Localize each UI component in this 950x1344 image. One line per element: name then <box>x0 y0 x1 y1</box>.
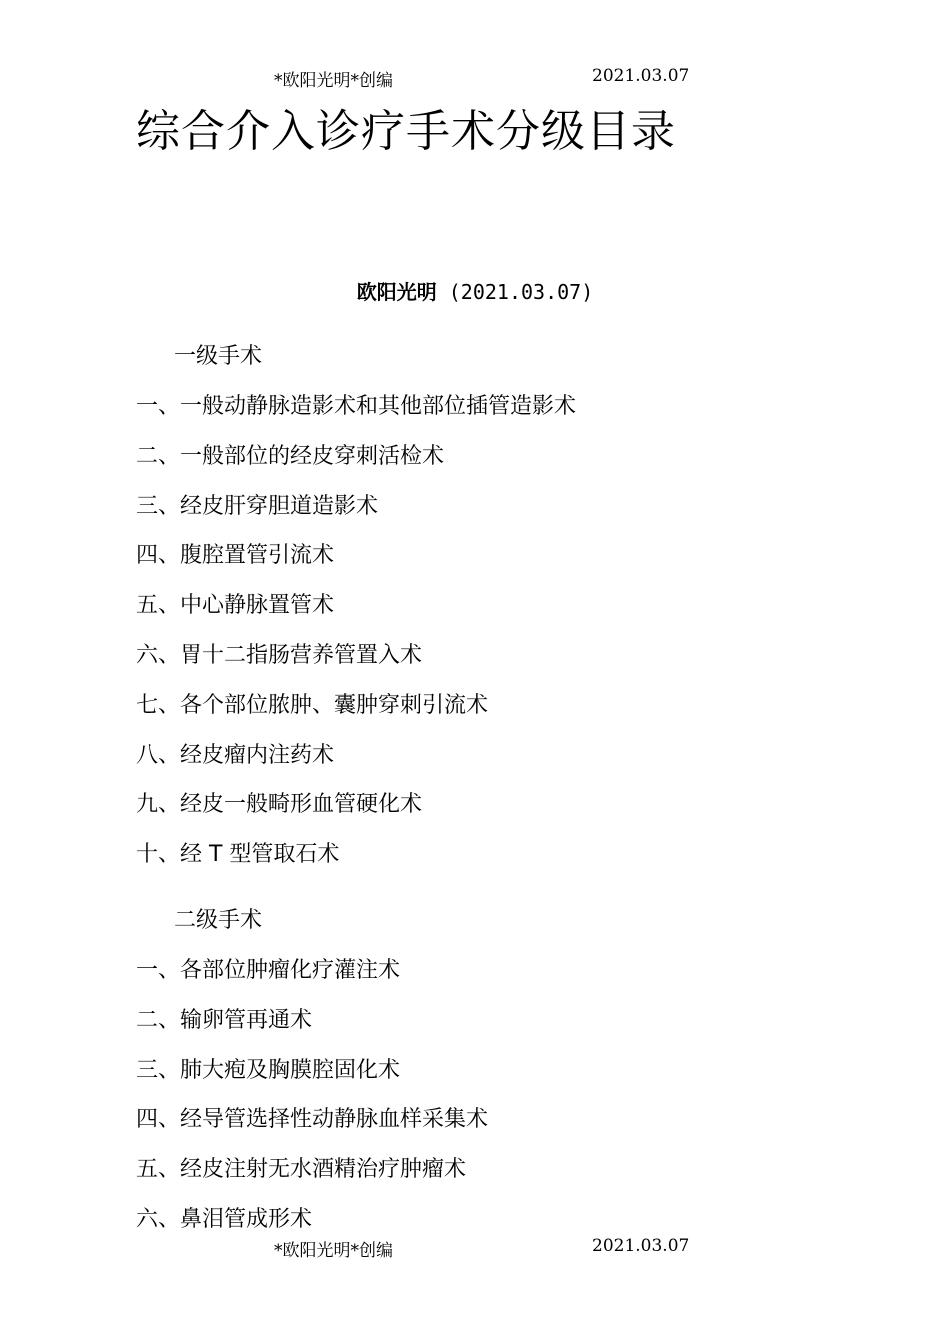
list-item: 四、腹腔置管引流术 <box>136 543 335 568</box>
list-item: 八、经皮瘤内注药术 <box>136 743 335 768</box>
list-item: 三、经皮肝穿胆道造影术 <box>136 494 379 519</box>
section-heading: 二级手术 <box>174 908 263 933</box>
page-footer <box>0 1236 950 1260</box>
list-item: 一、各部位肿瘤化疗灌注术 <box>136 958 401 983</box>
byline-date: (2021.03.07) <box>448 280 594 304</box>
list-item: 七、各个部位脓肿、囊肿穿刺引流术 <box>136 693 489 718</box>
header-date: 2021.03.07 <box>592 66 690 86</box>
list-item: 四、经导管选择性动静脉血样采集术 <box>136 1107 489 1132</box>
byline <box>0 276 950 305</box>
list-item: 十、经 T 型管取石术 <box>136 842 340 867</box>
list-item: 五、中心静脉置管术 <box>136 593 335 618</box>
list-item: 六、胃十二指肠营养管置入术 <box>136 643 423 668</box>
list-item: 六、鼻泪管成形术 <box>136 1207 313 1232</box>
header-author: *欧阳光明*创编 <box>274 71 393 91</box>
list-item: 三、肺大疱及胸膜腔固化术 <box>136 1058 401 1083</box>
list-item: 二、输卵管再通术 <box>136 1008 313 1033</box>
list-item: 二、一般部位的经皮穿刺活检术 <box>136 444 445 469</box>
document-title: 综合介入诊疗手术分级目录 <box>136 106 676 157</box>
list-item: 一、一般动静脉造影术和其他部位插管造影术 <box>136 394 577 419</box>
section-heading: 一级手术 <box>174 344 263 369</box>
list-item: 九、经皮一般畸形血管硬化术 <box>136 792 423 817</box>
byline-author: 欧阳光明 <box>356 280 437 304</box>
page-header <box>0 66 950 90</box>
list-item: 五、经皮注射无水酒精治疗肿瘤术 <box>136 1157 467 1182</box>
footer-author: *欧阳光明*创编 <box>274 1241 393 1261</box>
footer-date: 2021.03.07 <box>592 1236 690 1256</box>
